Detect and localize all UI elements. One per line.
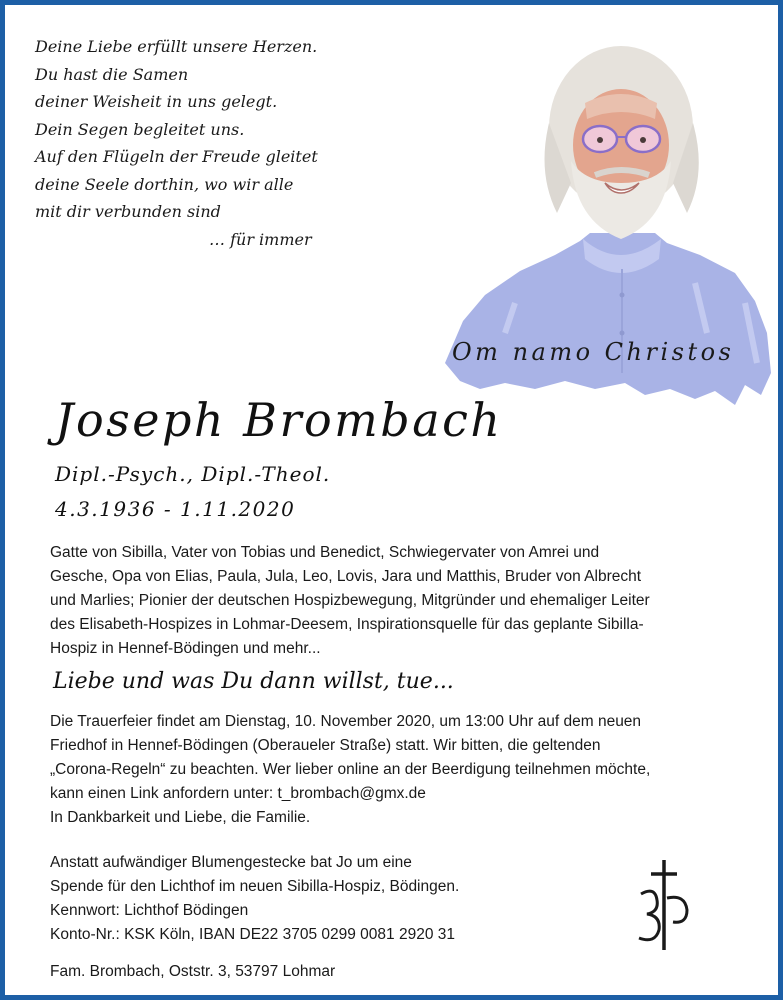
life-dates: 4.3.1936 - 1.11.2020 (55, 497, 296, 521)
poem-line: deiner Weisheit in uns gelegt. (35, 92, 278, 111)
poem-closing: … für immer (209, 229, 312, 249)
biography-line: Hospiz in Hennef-Bödingen und mehr... (50, 640, 321, 657)
donation-line: Konto-Nr.: KSK Köln, IBAN DE22 3705 0299 0081 2920 31 (50, 926, 455, 943)
funeral-service-info (50, 710, 770, 830)
service-line: Die Trauerfeier findet am Dienstag, 10. November 2020, um 13:00 Uhr auf dem neuen (50, 713, 642, 730)
donation-line: Anstatt aufwändiger Blumengestecke bat Jo um eine (50, 854, 412, 871)
poem-line: deine Seele dorthin, wo wir alle (35, 174, 294, 194)
service-line: „Corona-Regeln“ zu beachten. Wer lieber online an der Beerdigung teilnehmen möchte, (50, 761, 651, 778)
donation-line: Kennwort: Lichthof Bödingen (50, 902, 249, 919)
biography-line: und Marlies; Pionier der deutschen Hospizbewegung, Mitgründer und ehemaliger Leiter (50, 592, 650, 609)
biography-line: Gatte von Sibilla, Vater von Tobias und Benedict, Schwiegervater von Amrei und (50, 544, 600, 561)
service-line: In Dankbarkeit und Liebe, die Familie. (50, 809, 311, 826)
quote: Liebe und was Du dann willst, tue... (53, 669, 454, 694)
deceased-titles: Dipl.-Psych., Dipl.-Theol. (55, 462, 331, 486)
om-cross-icon (633, 858, 693, 953)
poem (35, 33, 335, 253)
poem-line: Auf den Flügeln der Freude gleitet (35, 147, 318, 166)
poem-line: Du hast die Samen (35, 64, 189, 84)
biography-line: Gesche, Opa von Elias, Paula, Jula, Leo, Lovis, Jara und Matthis, Bruder von Albrecht (50, 568, 642, 585)
poem-line: mit dir verbunden sind (35, 202, 221, 221)
poem-line: Deine Liebe erfüllt unsere Herzen. (35, 37, 318, 56)
biography-line: des Elisabeth-Hospizes in Lohmar-Deesem, Inspirationsquelle für das geplante Sibilla- (50, 616, 644, 633)
biography (50, 541, 760, 661)
poem-line: Dein Segen begleitet uns. (35, 119, 245, 139)
donation-info (50, 851, 610, 947)
service-line: Friedhof in Hennef-Bödingen (Oberaueler Straße) statt. Wir bitten, die geltenden (50, 737, 601, 754)
portrait-caption: Om namo Christos (452, 338, 735, 366)
service-line: kann einen Link anfordern unter: t_brombach@gmx.de (50, 785, 426, 802)
family-address: Fam. Brombach, Oststr. 3, 53797 Lohmar (50, 963, 336, 980)
donation-line: Spende für den Lichthof im neuen Sibilla-Hospiz, Bödingen. (50, 878, 460, 895)
deceased-name: Joseph Brombach (55, 393, 503, 447)
